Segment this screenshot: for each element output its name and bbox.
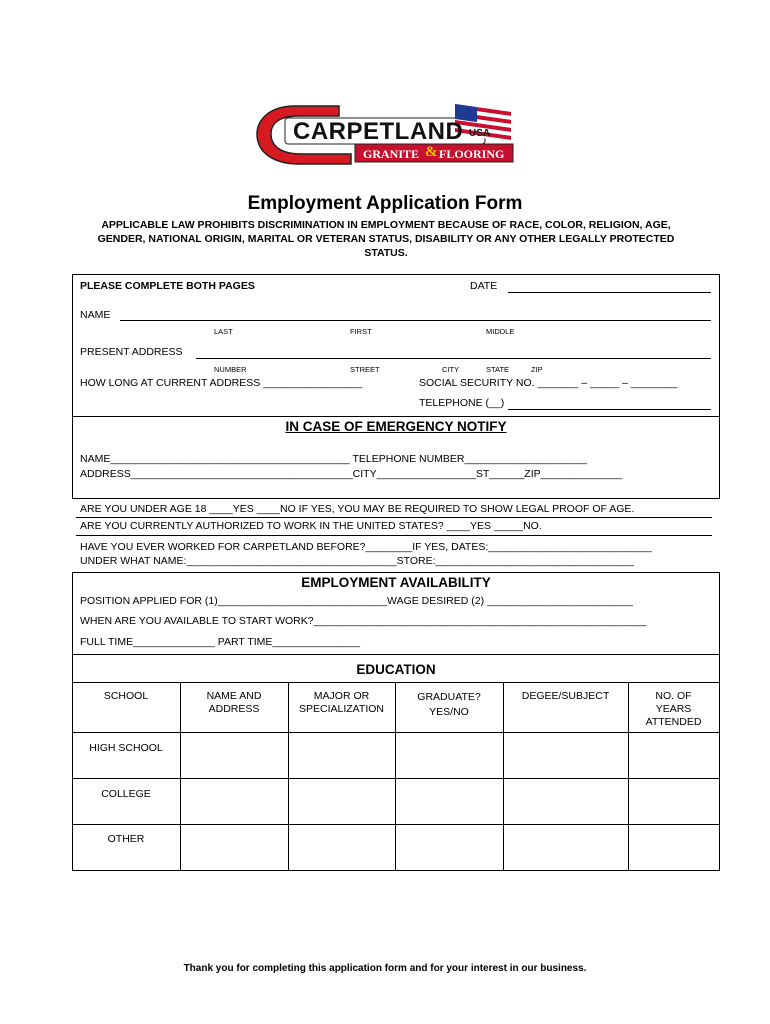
telephone-label: TELEPHONE (__) (419, 397, 505, 409)
emergency-address-line[interactable]: ADDRESS______________________________________CITY_________________ST______ZIP______________ (80, 468, 623, 480)
zip-sublabel: ZIP (531, 365, 543, 374)
col-graduate: GRADUATE? YES/NO (417, 691, 481, 718)
emergency-heading: IN CASE OF EMERGENCY NOTIFY (285, 419, 507, 434)
page-title: Employment Application Form (247, 193, 523, 214)
ssn-field[interactable]: SOCIAL SECURITY NO. _______ – _____ – ________ (419, 377, 678, 389)
logo-flooring-text: FLOORING (439, 147, 505, 161)
under-18-question[interactable]: ARE YOU UNDER AGE 18 ____YES ____NO IF YES, YOU MAY BE REQUIRED TO SHOW LEGAL PROOF OF AGE. (80, 503, 635, 515)
logo-granite-text: GRANITE (363, 147, 420, 161)
last-sublabel: LAST (214, 327, 233, 336)
col-school: SCHOOL (103, 690, 149, 702)
col-years: NO. OF YEARS ATTENDED (645, 690, 702, 728)
company-logo (255, 100, 520, 170)
worked-before-question[interactable]: HAVE YOU EVER WORKED FOR CARPETLAND BEFORE?________IF YES, DATES:____________________________ (80, 541, 652, 553)
how-long-field[interactable]: HOW LONG AT CURRENT ADDRESS _________________ (80, 377, 363, 389)
col-major: MAJOR OR SPECIALIZATION (299, 690, 384, 715)
start-work-field[interactable]: WHEN ARE YOU AVAILABLE TO START WORK?_________________________________________________________ (80, 615, 647, 627)
thank-you-footer: Thank you for completing this application form and for your interest in our business. (183, 963, 587, 974)
position-applied-field[interactable]: POSITION APPLIED FOR (1)_____________________________WAGE DESIRED (2) _________________________ (80, 595, 633, 607)
emergency-name-line[interactable]: NAME_________________________________________ TELEPHONE NUMBER_____________________ (80, 453, 588, 465)
middle-sublabel: MIDDLE (486, 327, 515, 336)
first-sublabel: FIRST (350, 327, 372, 336)
date-label: DATE (470, 280, 498, 292)
under-what-name-question[interactable]: UNDER WHAT NAME:____________________________________STORE:__________________________________ (80, 555, 635, 567)
col-name-address: NAME AND ADDRESS (206, 690, 262, 715)
state-sublabel: STATE (486, 365, 510, 374)
logo-brand-text: CARPETLAND (293, 118, 464, 145)
full-part-time-field[interactable]: FULL TIME______________ PART TIME_______________ (80, 636, 361, 648)
education-heading: EDUCATION (356, 662, 436, 677)
date-field[interactable] (508, 292, 711, 293)
authorized-question[interactable]: ARE YOU CURRENTLY AUTHORIZED TO WORK IN THE UNITED STATES? ____YES _____NO. (80, 520, 542, 532)
availability-heading: EMPLOYMENT AVAILABILITY (301, 575, 491, 590)
present-address-field[interactable] (196, 358, 711, 359)
number-sublabel: NUMBER (214, 365, 247, 374)
anti-discrimination-notice: APPLICABLE LAW PROHIBITS DISCRIMINATION IN EMPLOYMENT BECAUSE OF RACE, COLOR, RELIGION, AGE, GENDER, NATIONAL ORIGIN, MARITAL OR VETERAN STATUS, DISABILITY OR ANY OTHER LEGALLY PROTECTED STATUS. (97, 219, 675, 259)
row-other: OTHER (107, 833, 145, 845)
telephone-field[interactable] (508, 409, 711, 410)
row-high-school: HIGH SCHOOL (89, 742, 163, 754)
name-label: NAME (80, 309, 111, 321)
name-field[interactable] (120, 320, 711, 321)
present-address-label: PRESENT ADDRESS (80, 346, 183, 358)
city-sublabel: CITY (442, 365, 460, 374)
row-college: COLLEGE (101, 788, 151, 800)
street-sublabel: STREET (350, 365, 380, 374)
please-complete-label: PLEASE COMPLETE BOTH PAGES (80, 280, 255, 292)
logo-amp-text: & (425, 144, 438, 160)
col-degree: DEGEE/SUBJECT (521, 690, 610, 702)
logo-usa-text: USA (469, 128, 491, 139)
